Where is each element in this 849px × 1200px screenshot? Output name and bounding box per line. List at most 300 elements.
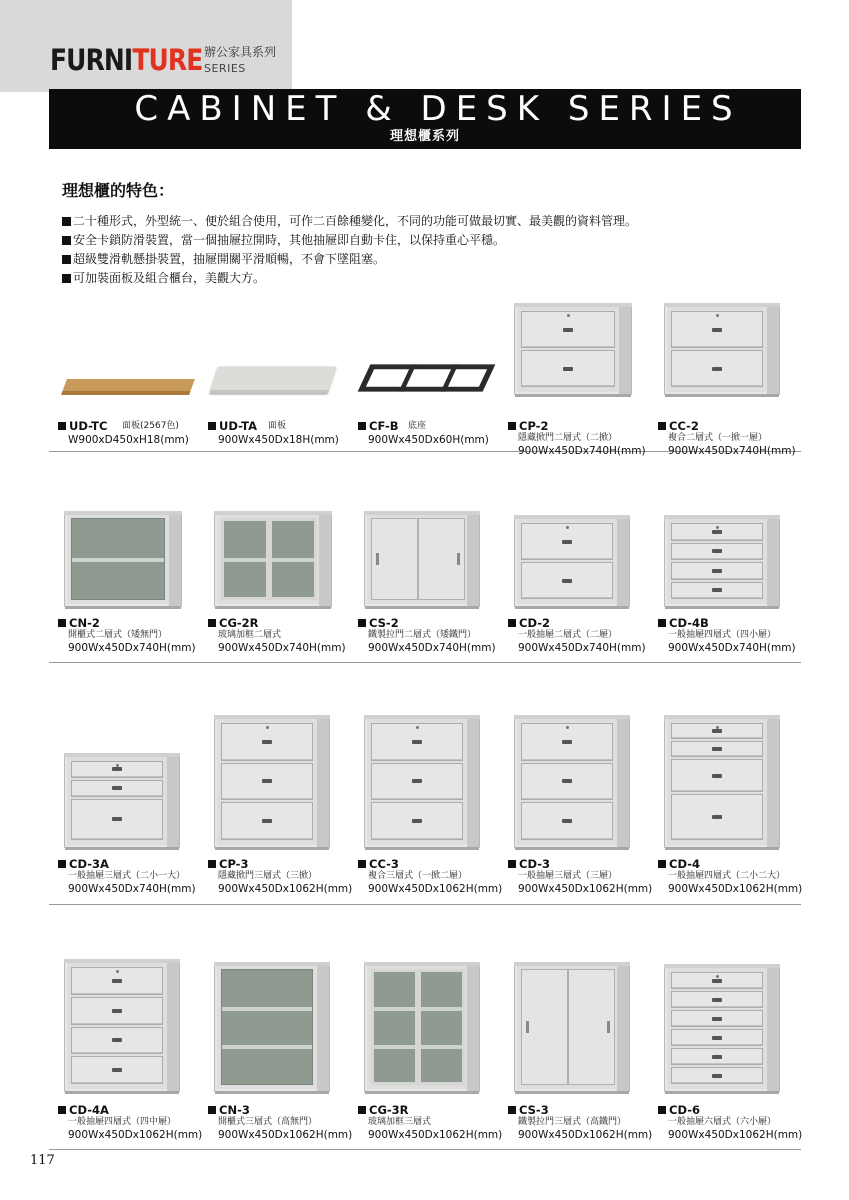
product-dimensions: 900Wx450Dx740H(mm) bbox=[68, 642, 196, 654]
product-code-line bbox=[358, 617, 399, 630]
product-description: 鐵製拉門二層式（矮鐵門） bbox=[368, 630, 477, 640]
drawer-handle-icon bbox=[712, 1017, 722, 1021]
bullet-square-icon bbox=[62, 236, 71, 245]
product-image bbox=[64, 511, 182, 607]
bullet-square-icon bbox=[358, 422, 366, 430]
cabinet-body bbox=[214, 511, 332, 607]
cabinet-body bbox=[64, 511, 182, 607]
product-code-line bbox=[508, 1104, 549, 1117]
product-dimensions: 900Wx450Dx1062H(mm) bbox=[518, 1129, 653, 1141]
product-code: CD-2 bbox=[519, 616, 550, 630]
drawer-front[interactable] bbox=[371, 763, 463, 801]
drawer-front[interactable] bbox=[71, 1056, 163, 1084]
sliding-door[interactable] bbox=[418, 518, 465, 600]
product-code: UD-TC bbox=[69, 419, 108, 433]
product-image bbox=[214, 365, 332, 395]
cabinet-base bbox=[515, 847, 629, 850]
drawer-handle-icon bbox=[712, 569, 722, 573]
cabinet-top bbox=[664, 515, 780, 519]
drawer-front[interactable] bbox=[671, 582, 763, 600]
bullet-square-icon bbox=[358, 619, 366, 627]
product-code-line bbox=[58, 617, 100, 630]
cabinet-body bbox=[64, 753, 180, 848]
cabinet-top bbox=[514, 962, 630, 966]
bullet-square-icon bbox=[208, 422, 216, 430]
brand-logo: FURNITURE bbox=[50, 43, 203, 77]
bullet-square-icon bbox=[508, 860, 516, 868]
cabinet-side bbox=[467, 966, 479, 1091]
product-code: CD-4B bbox=[669, 616, 709, 630]
drawer-handle-icon bbox=[712, 774, 722, 778]
base-frame-shape bbox=[358, 364, 496, 391]
cabinet-base bbox=[665, 1091, 779, 1094]
drawer-front[interactable] bbox=[671, 741, 763, 757]
product-dimensions: 900Wx450Dx60H(mm) bbox=[368, 434, 489, 446]
cabinet-shelf bbox=[222, 1007, 312, 1011]
lock-icon bbox=[116, 970, 119, 973]
cabinet-top bbox=[364, 511, 480, 515]
product-code: CN-2 bbox=[69, 616, 100, 630]
cabinet-body bbox=[514, 715, 630, 848]
cabinet-body bbox=[664, 715, 780, 848]
feature-item: 二十種形式，外型統一、便於組合使用，可作二百餘種變化，不同的功能可做最切實、最美觀的資料管理。 bbox=[62, 212, 637, 231]
glass-door[interactable] bbox=[418, 969, 465, 1085]
drawer-handle-icon bbox=[712, 979, 722, 983]
cabinet-body bbox=[514, 515, 630, 607]
cabinet-base bbox=[365, 606, 479, 609]
product-dimensions: 900Wx450Dx1062H(mm) bbox=[218, 883, 353, 895]
drawer-handle-icon bbox=[712, 1074, 722, 1078]
product-code-line bbox=[58, 858, 109, 871]
drawer-handle-icon bbox=[112, 979, 122, 983]
drawer-handle-icon bbox=[712, 998, 722, 1002]
bullet-square-icon bbox=[208, 619, 216, 627]
drawer-handle-icon bbox=[112, 786, 122, 790]
cabinet-base bbox=[665, 394, 779, 397]
drawer-front[interactable] bbox=[521, 311, 615, 348]
panel-board-shape bbox=[61, 379, 195, 395]
cabinet-side bbox=[767, 307, 779, 394]
drawer-front[interactable] bbox=[671, 1029, 763, 1046]
drawer-handle-icon bbox=[262, 819, 272, 823]
bullet-square-icon bbox=[62, 255, 71, 264]
cabinet-body bbox=[214, 962, 330, 1092]
drawer-front[interactable] bbox=[671, 759, 763, 793]
product-code: CS-2 bbox=[369, 616, 399, 630]
feature-item: 安全卡鎖防滑裝置，當一個抽屜拉開時，其他抽屜即自動卡住，以保持重心平穩。 bbox=[62, 231, 637, 250]
drawer-handle-icon bbox=[562, 740, 572, 744]
lock-icon bbox=[716, 975, 719, 978]
product-image bbox=[664, 964, 780, 1092]
door-handle-icon bbox=[607, 1021, 610, 1033]
product-code: CP-3 bbox=[219, 857, 249, 871]
drawer-front[interactable] bbox=[71, 780, 163, 797]
banner-title: CABINET & DESK SERIES bbox=[134, 89, 742, 129]
cabinet-interior bbox=[221, 969, 313, 1085]
feature-item: 超級雙滑軌懸掛裝置，抽屜開關平滑順暢，不會下墜阻塞。 bbox=[62, 250, 637, 269]
glass-door[interactable] bbox=[269, 518, 317, 600]
product-dimensions: 900Wx450Dx740H(mm) bbox=[218, 642, 346, 654]
drawer-front[interactable] bbox=[371, 723, 463, 761]
product-description: 一般抽屜四層式（四中屜） bbox=[68, 1117, 177, 1127]
cabinet-body bbox=[664, 303, 780, 395]
product-description: 一般抽屜四層式（二小二大） bbox=[668, 871, 786, 881]
product-image bbox=[64, 753, 180, 848]
bullet-square-icon bbox=[358, 860, 366, 868]
product-image bbox=[364, 511, 480, 607]
product-description: 隱藏掀門三層式（三掀） bbox=[218, 871, 318, 881]
bullet-square-icon bbox=[508, 619, 516, 627]
cabinet-top bbox=[514, 515, 630, 519]
cabinet-side bbox=[767, 968, 779, 1091]
drawer-front[interactable] bbox=[71, 761, 163, 778]
product-code: UD-TA bbox=[219, 419, 258, 433]
cabinet-side bbox=[167, 963, 179, 1091]
drawer-handle-icon bbox=[712, 549, 722, 553]
drawer-handle-icon bbox=[712, 367, 722, 371]
product-image bbox=[514, 303, 632, 395]
bullet-square-icon bbox=[358, 1106, 366, 1114]
cabinet-top bbox=[514, 715, 630, 719]
cabinet-base bbox=[65, 606, 181, 609]
product-code-line bbox=[658, 617, 709, 630]
features-heading: 理想櫃的特色： bbox=[62, 181, 175, 200]
bullet-square-icon bbox=[58, 860, 66, 868]
bullet-square-icon bbox=[508, 422, 516, 430]
drawer-front[interactable] bbox=[521, 723, 613, 761]
drawer-front[interactable] bbox=[221, 723, 313, 761]
sliding-door[interactable] bbox=[521, 969, 568, 1085]
cabinet-base bbox=[215, 1091, 329, 1094]
product-code-line bbox=[508, 858, 550, 871]
drawer-front[interactable] bbox=[671, 543, 763, 561]
product-description: 開櫃式三層式（高無門） bbox=[218, 1117, 318, 1127]
drawer-handle-icon bbox=[563, 367, 573, 371]
row-divider bbox=[49, 904, 801, 905]
cabinet-top bbox=[664, 715, 780, 719]
product-dimensions: 900Wx450Dx740H(mm) bbox=[518, 642, 646, 654]
cabinet-side bbox=[317, 966, 329, 1091]
brand-subtitle-en: SERIES bbox=[204, 62, 246, 75]
drawer-front[interactable] bbox=[671, 562, 763, 580]
lock-icon bbox=[566, 726, 569, 729]
drawer-handle-icon bbox=[412, 740, 422, 744]
product-image bbox=[64, 959, 180, 1092]
product-description: 一般抽屜二層式（二屜） bbox=[518, 630, 618, 640]
drawer-front[interactable] bbox=[671, 1010, 763, 1027]
product-code: CN-3 bbox=[219, 1103, 250, 1117]
product-code-line bbox=[658, 420, 699, 433]
cabinet-body bbox=[364, 962, 480, 1092]
product-image bbox=[364, 361, 489, 395]
product-code: CG-3R bbox=[369, 1103, 409, 1117]
cabinet-body bbox=[664, 964, 780, 1092]
product-image bbox=[664, 715, 780, 848]
drawer-front[interactable] bbox=[671, 1048, 763, 1065]
product-code-line bbox=[208, 858, 248, 871]
drawer-front[interactable] bbox=[221, 802, 313, 840]
panel-board-shape bbox=[210, 367, 337, 394]
cabinet-base bbox=[665, 847, 779, 850]
lock-icon bbox=[566, 526, 569, 529]
cabinet-top bbox=[214, 715, 330, 719]
drawer-handle-icon bbox=[112, 817, 122, 821]
product-dimensions: 900Wx450Dx740H(mm) bbox=[668, 642, 796, 654]
cabinet-side bbox=[619, 307, 631, 394]
cabinet-body bbox=[664, 515, 780, 607]
product-description: 一般抽屜三層式（二小一大） bbox=[68, 871, 186, 881]
product-image bbox=[364, 715, 480, 848]
product-code-line bbox=[658, 1104, 700, 1117]
cabinet-side bbox=[317, 719, 329, 847]
product-code: CD-3A bbox=[69, 857, 109, 871]
cabinet-side bbox=[467, 515, 479, 606]
cabinet-top bbox=[664, 964, 780, 968]
drawer-handle-icon bbox=[562, 540, 572, 544]
sliding-door[interactable] bbox=[568, 969, 615, 1085]
drawer-front[interactable] bbox=[671, 1067, 763, 1084]
cabinet-side bbox=[617, 966, 629, 1091]
cabinet-side bbox=[319, 515, 331, 606]
product-dimensions: 900Wx450Dx1062H(mm) bbox=[368, 883, 503, 895]
cabinet-top bbox=[64, 959, 180, 963]
product-description: 玻璃加框三層式 bbox=[368, 1117, 432, 1127]
series-banner bbox=[49, 89, 801, 149]
banner-subtitle: 理想櫃系列 bbox=[389, 129, 460, 144]
bullet-square-icon bbox=[208, 1106, 216, 1114]
drawer-front[interactable] bbox=[521, 763, 613, 801]
product-description: 玻璃加框二層式 bbox=[218, 630, 282, 640]
lock-icon bbox=[567, 314, 570, 317]
cabinet-interior bbox=[71, 518, 165, 600]
product-description: 面板 bbox=[268, 421, 287, 431]
bullet-square-icon bbox=[58, 1106, 66, 1114]
product-description: 鐵製拉門三層式（高鐵門） bbox=[518, 1117, 627, 1127]
product-code-line bbox=[358, 420, 398, 433]
page-number: 117 bbox=[30, 1153, 55, 1168]
door-handle-icon bbox=[457, 553, 460, 565]
cabinet-body bbox=[364, 715, 480, 848]
lock-icon bbox=[716, 526, 719, 529]
product-code-line bbox=[658, 858, 700, 871]
drawer-front[interactable] bbox=[671, 972, 763, 989]
cabinet-top bbox=[64, 753, 180, 757]
product-image bbox=[214, 511, 332, 607]
product-dimensions: 900Wx450Dx740H(mm) bbox=[668, 445, 796, 457]
lock-icon bbox=[266, 726, 269, 729]
product-code-line bbox=[58, 420, 107, 433]
drawer-front[interactable] bbox=[671, 991, 763, 1008]
drawer-front[interactable] bbox=[671, 723, 763, 739]
drawer-front[interactable] bbox=[671, 350, 763, 387]
product-description: 隱藏掀門二層式（二掀） bbox=[518, 433, 618, 443]
bullet-square-icon bbox=[658, 619, 666, 627]
drawer-handle-icon bbox=[712, 588, 722, 592]
cabinet-side bbox=[467, 719, 479, 847]
cabinet-side bbox=[617, 519, 629, 606]
cabinet-base bbox=[65, 1091, 179, 1094]
drawer-handle-icon bbox=[562, 779, 572, 783]
product-code: CD-4 bbox=[669, 857, 700, 871]
drawer-handle-icon bbox=[112, 1038, 122, 1042]
product-description: 複合三層式（一掀二屜） bbox=[368, 871, 468, 881]
bullet-square-icon bbox=[508, 1106, 516, 1114]
drawer-handle-icon bbox=[112, 1068, 122, 1072]
cabinet-top bbox=[364, 962, 480, 966]
product-code: CF-B bbox=[369, 419, 399, 433]
product-code: CG-2R bbox=[219, 616, 259, 630]
product-code-line bbox=[508, 617, 550, 630]
product-dimensions: 900Wx450Dx740H(mm) bbox=[68, 883, 196, 895]
cabinet-body bbox=[64, 959, 180, 1092]
product-image bbox=[514, 962, 630, 1092]
drawer-handle-icon bbox=[412, 779, 422, 783]
bullet-square-icon bbox=[658, 422, 666, 430]
features-list bbox=[62, 212, 637, 288]
drawer-front[interactable] bbox=[521, 350, 615, 387]
product-code-line bbox=[358, 1104, 409, 1117]
product-image bbox=[664, 303, 780, 395]
drawer-front[interactable] bbox=[71, 1027, 163, 1055]
drawer-handle-icon bbox=[262, 779, 272, 783]
product-dimensions: 900Wx450Dx1062H(mm) bbox=[218, 1129, 353, 1141]
cabinet-top bbox=[664, 303, 780, 307]
bullet-square-icon bbox=[62, 274, 71, 283]
product-description: 面板(2567色) bbox=[122, 421, 179, 431]
cabinet-top bbox=[64, 511, 182, 515]
bullet-square-icon bbox=[658, 1106, 666, 1114]
cabinet-base bbox=[215, 847, 329, 850]
product-code-line bbox=[508, 420, 548, 433]
drawer-front[interactable] bbox=[671, 311, 763, 348]
cabinet-base bbox=[515, 1091, 629, 1094]
drawer-handle-icon bbox=[262, 740, 272, 744]
drawer-front[interactable] bbox=[521, 562, 613, 599]
lock-icon bbox=[416, 726, 419, 729]
lock-icon bbox=[116, 764, 119, 767]
drawer-front[interactable] bbox=[371, 802, 463, 840]
cabinet-shelf bbox=[222, 1045, 312, 1049]
lock-icon bbox=[716, 314, 719, 317]
product-image bbox=[364, 962, 480, 1092]
cabinet-top bbox=[214, 962, 330, 966]
drawer-front[interactable] bbox=[71, 997, 163, 1025]
product-code: CD-3 bbox=[519, 857, 550, 871]
door-handle-icon bbox=[526, 1021, 529, 1033]
cabinet-top bbox=[364, 715, 480, 719]
lock-icon bbox=[716, 726, 719, 729]
bullet-square-icon bbox=[208, 860, 216, 868]
product-code-line bbox=[208, 1104, 250, 1117]
product-description: 一般抽屜四層式（四小屜） bbox=[668, 630, 777, 640]
cabinet-body bbox=[514, 962, 630, 1092]
drawer-front[interactable] bbox=[71, 967, 163, 995]
drawer-handle-icon bbox=[563, 328, 573, 332]
product-image bbox=[514, 715, 630, 848]
cabinet-base bbox=[365, 1091, 479, 1094]
glass-door[interactable] bbox=[221, 518, 269, 600]
product-dimensions: 900Wx450Dx18H(mm) bbox=[218, 434, 339, 446]
cabinet-top bbox=[214, 511, 332, 515]
product-description: 一般抽屜六層式（六小屜） bbox=[668, 1117, 777, 1127]
drawer-handle-icon bbox=[562, 819, 572, 823]
bullet-square-icon bbox=[58, 422, 66, 430]
product-dimensions: 900Wx450Dx1062H(mm) bbox=[68, 1129, 203, 1141]
product-image bbox=[664, 515, 780, 607]
drawer-handle-icon bbox=[712, 328, 722, 332]
glass-door[interactable] bbox=[371, 969, 418, 1085]
drawer-front[interactable] bbox=[521, 802, 613, 840]
drawer-handle-icon bbox=[112, 1009, 122, 1013]
door-handle-icon bbox=[376, 553, 379, 565]
drawer-handle-icon bbox=[412, 819, 422, 823]
cabinet-body bbox=[364, 511, 480, 607]
drawer-front[interactable] bbox=[221, 763, 313, 801]
product-code: CD-6 bbox=[669, 1103, 700, 1117]
product-image bbox=[214, 962, 330, 1092]
row-divider bbox=[49, 1149, 801, 1150]
bullet-square-icon bbox=[58, 619, 66, 627]
drawer-handle-icon bbox=[562, 579, 572, 583]
product-dimensions: 900Wx450Dx1062H(mm) bbox=[668, 883, 803, 895]
product-dimensions: 900Wx450Dx740H(mm) bbox=[368, 642, 496, 654]
product-code-line bbox=[208, 420, 257, 433]
product-code: CS-3 bbox=[519, 1103, 549, 1117]
product-image bbox=[214, 715, 330, 848]
drawer-handle-icon bbox=[112, 767, 122, 771]
bullet-square-icon bbox=[62, 217, 71, 226]
product-code: CP-2 bbox=[519, 419, 549, 433]
cabinet-shelf bbox=[72, 558, 164, 562]
drawer-handle-icon bbox=[712, 815, 722, 819]
product-image bbox=[514, 515, 630, 607]
cabinet-base bbox=[65, 847, 179, 850]
cabinet-base bbox=[365, 847, 479, 850]
drawer-handle-icon bbox=[712, 1036, 722, 1040]
cabinet-side bbox=[167, 757, 179, 847]
product-code-line bbox=[58, 1104, 109, 1117]
product-dimensions: W900xD450xH18(mm) bbox=[68, 434, 189, 446]
product-image bbox=[64, 379, 192, 395]
product-description: 複合二層式（一掀一屜） bbox=[668, 433, 768, 443]
sliding-door[interactable] bbox=[371, 518, 418, 600]
drawer-front[interactable] bbox=[671, 523, 763, 541]
cabinet-base bbox=[215, 606, 331, 609]
drawer-handle-icon bbox=[712, 530, 722, 534]
cabinet-top bbox=[514, 303, 632, 307]
cabinet-body bbox=[214, 715, 330, 848]
product-dimensions: 900Wx450Dx1062H(mm) bbox=[668, 1129, 803, 1141]
cabinet-side bbox=[617, 719, 629, 847]
product-description: 一般抽屜三層式（三屜） bbox=[518, 871, 618, 881]
cabinet-side bbox=[767, 519, 779, 606]
cabinet-base bbox=[515, 394, 631, 397]
product-code: CC-3 bbox=[369, 857, 399, 871]
drawer-front[interactable] bbox=[521, 523, 613, 560]
brand-subtitle-cn: 辦公家具系列 bbox=[204, 45, 277, 59]
drawer-handle-icon bbox=[712, 747, 722, 751]
cabinet-body bbox=[514, 303, 632, 395]
product-dimensions: 900Wx450Dx1062H(mm) bbox=[368, 1129, 503, 1141]
product-code: CC-2 bbox=[669, 419, 699, 433]
feature-item: 可加裝面板及組合櫃台，美觀大方。 bbox=[62, 269, 637, 288]
drawer-front[interactable] bbox=[671, 794, 763, 840]
product-description: 開櫃式二層式（矮無門） bbox=[68, 630, 168, 640]
drawer-front[interactable] bbox=[71, 799, 163, 840]
product-code-line bbox=[208, 617, 259, 630]
cabinet-base bbox=[665, 606, 779, 609]
cabinet-base bbox=[515, 606, 629, 609]
